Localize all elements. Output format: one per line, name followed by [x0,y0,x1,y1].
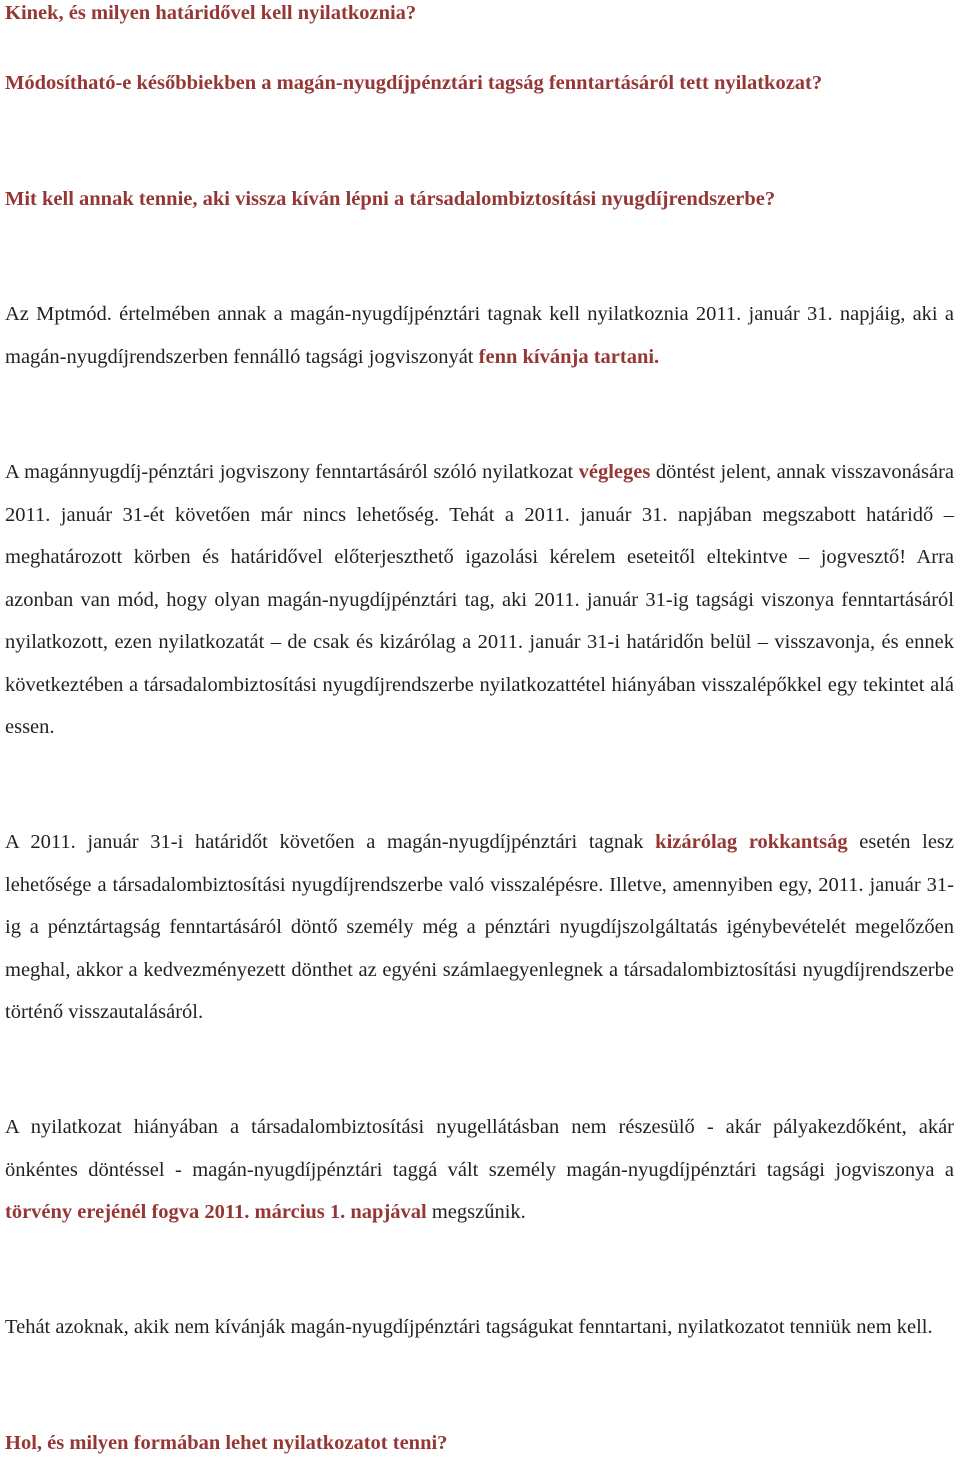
paragraph-final-decision [5,451,954,749]
heading-modify-question: Módosítható-e későbbiekben a magán-nyugdíjpénztári tagság fenntartásáról tett nyilatkozat? [5,72,823,94]
paragraph-text: A nyilatkozat hiányában a társadalombiztosítási nyugellátásban nem részesülő - akár pályakezdőként, akár önkéntes döntéssel - magán-nyugdíjpénztári taggá vált személy magán-nyugdíjpénztári tagsági jogviszonya a [5,1116,954,1181]
paragraph-text: Tehát azoknak, akik nem kívánják magán-nyugdíjpénztári tagságukat fenntartani, nyilatkozatot tenniük nem kell. [5,1316,933,1338]
paragraph-text: döntést jelent, annak visszavonására 2011. január 31-ét követően már nincs lehetőség. Tehát a 2011. január 31. napjában megszabott határidő – meghatározott körben és határidővel előterjeszthető igazolási kérelem eseteitől eltekintve – jogvesztő! Arra azonban van mód, hogy olyan magán-nyugdíjpénztári tag, aki 2011. január 31-ig tagsági viszonya fenntartásáról nyilatkozott, ezen nyilatkozatát – de csak és kizárólag a 2011. január 31-i határidőn belül – visszavonja, és ennek következtében a társadalombiztosítási nyugdíjrendszerbe nyilatkozattétel hiányában visszalépőkkel egy tekintet alá essen. [5,461,955,738]
highlight-keep-membership: fenn kívánja tartani. [478,345,660,368]
paragraph-after-deadline [5,821,954,1034]
paragraph-no-need [5,1306,954,1349]
paragraph-who-declares [5,293,954,378]
paragraph-no-declaration [5,1106,954,1234]
highlight-by-law: törvény erejénél fogva 2011. március 1. napjával [5,1201,427,1223]
paragraph-text: Az Mptmód. értelmében annak a magán-nyugdíjpénztári tagnak kell nyilatkoznia 2011. január 31. napjáig, aki a magán-nyugdíjrendszerben fennálló tagsági jogviszonyát [5,303,954,368]
highlight-final: végleges [578,461,651,483]
paragraph-text: A magánnyugdíj-pénztári jogviszony fenntartásáról szóló nyilatkozat [5,461,579,483]
paragraph-text: esetén lesz lehetősége a társadalombiztosítási nyugdíjrendszerbe való visszalépésre. Illetve, amennyiben egy, 2011. január 31-ig a pénztártagság fenntartásáról döntő személy még a pénztári nyugdíjszolgáltatás igénybevételét megelőzően meghal, akkor a kedvezményezett dönthet az egyéni számlaegyenlegnek a társadalombiztosítási nyugdíjrendszerbe történő visszautalásáról. [5,831,955,1023]
heading-return-question: Mit kell annak tennie, aki vissza kíván lépni a társadalombiztosítási nyugdíjrendszerbe? [5,188,776,210]
paragraph-text: A 2011. január 31-i határidőt követően a magán-nyugdíjpénztári tagnak [5,831,656,853]
heading-deadline-question: Kinek, és milyen határidővel kell nyilatkoznia? [5,2,417,24]
heading-where-question: Hol, és milyen formában lehet nyilatkozatot tenni? [5,1432,448,1454]
highlight-only-disability: kizárólag rokkantság [655,831,848,853]
paragraph-text: megszűnik. [426,1201,526,1223]
